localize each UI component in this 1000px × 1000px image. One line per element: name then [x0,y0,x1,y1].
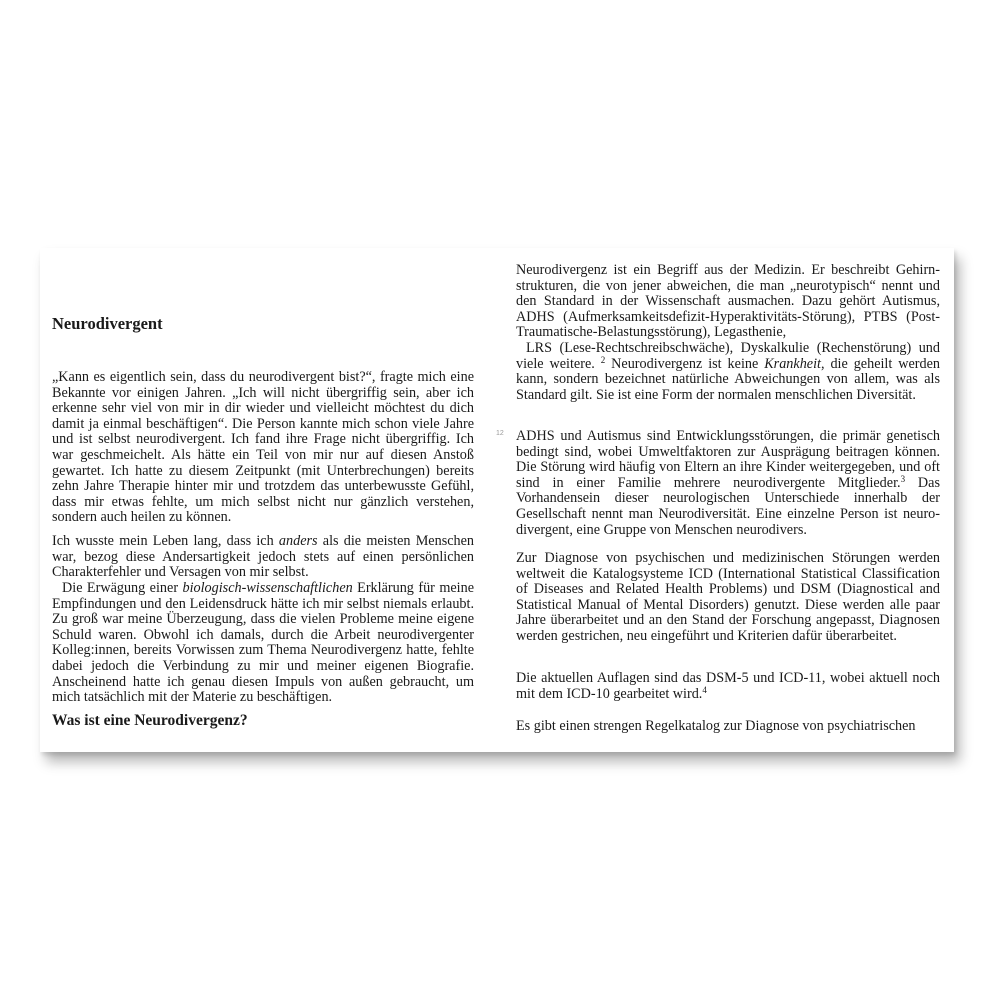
chapter-title: Neurodivergent [52,314,163,333]
paragraph-text: Die aktuellen Auflagen sind das DSM-5 und ICD-11, wobei aktuell noch mit dem ICD-10 gearbeitet wird. [516,670,940,702]
footnote-marker: 4 [702,684,707,695]
emphasis: Krankheit [764,355,821,372]
paragraph-text: als die meisten Menschen war, bezog diese Andersartigkeit jedoch stets auf einen persönlichen Charakterfehler und Versagen von mir selbst. [52,533,475,581]
paragraph [516,551,940,645]
paragraph [52,370,474,526]
book-spread [40,248,954,752]
paragraph-text: „Kann es eigentlich sein, dass du neurodivergent bist?“, fragte mich eine Bekannte vor einigen Jahren. „Ich will nicht übergriffig sein, aber ich erkenne sehr viel von mir in dir wieder und vielleicht möchtest du dich damit ja einmal beschäftigen“. Die Person kannte mich schon viele Jahre und ist selbst neurodivergent. Ich fand ihre Frage nicht übergriffig. Ich war geschmeichelt. Als hätte ein Teil von mir nur auf diesen Anstoß gewartet. Ich hatte zu diesem Zeitpunkt (mit Unterbrechungen) bereits zehn Jahre Therapie hinter mir und trotzdem das unterbewusste Gefühl, dass mir etwas fehlte, um mich selbst nicht nur gänzlich verstehen, sondern auch heilen zu können. [52,369,474,526]
paragraph-text: Das Vorhandensein dieser neurologischen Unterschiede innerhalb der Gesellschaft nennt man Neurodiversität. Eine einzelne Person ist neurodivergent, eine Gruppe von Menschen neurodivers. [516,474,940,538]
paragraph [516,429,940,538]
paragraph-text: Ich wusste mein Leben lang, dass ich [52,533,279,549]
footnote-marker: 2 [600,354,606,365]
right-page [516,248,940,752]
paragraph-text: Die Erwägung einer [62,580,183,596]
paragraph-text: ADHS und Autismus sind Entwicklungsstörungen, die primär genetisch bedingt sind, wobei Umweltfaktoren zur Ausprägung beitragen können. Die Störung wird häufig von Eltern an ihre Kinder weitergegeben, und oft sind in einer Familie mehrere neurodivergente Mitglieder. [516,428,940,491]
page-number: 12 [496,430,504,437]
footnote-marker: 3 [900,473,906,484]
emphasis: biologisch-wissenschaftlichen [182,580,353,596]
paragraph-text: Neurodivergenz ist ein Begriff aus der Medizin. Er beschreibt Gehirnstrukturen, die von jener abweichen, die man „neurotypisch“ nennt und den Standard in der Wissenschaft ausmachen. Dazu gehört Autismus, ADHS (Aufmerksamkeitsdefizit-Hyperaktivitäts-Störung), PTBS (Post-Traumatische-Belastungsstörung), Legasthenie, [516,262,940,341]
paragraph-text: Zur Diagnose von psychischen und medizinischen Störungen werden weltweit die Katalogsysteme ICD (International Statistical Classification of Diseases and Related Health Problems) und DSM (Diagnostical and Statistical Manual of Mental Disorders) genutzt. Diese werden alle paar Jahre überarbeitet und an den Stand der Forschung angepasst, Diagnosen werden gestrichen, neu eingeführt und Kriterien dafür überarbeitet. [516,550,940,644]
paragraph [52,581,474,706]
paragraph [52,534,474,581]
paragraph-text: , die geheilt werden kann, sondern bezeichnet natürliche Abweichungen von allem, was als Standard gilt. Sie ist eine Form der normalen menschlichen Diversität. [516,355,940,403]
paragraph-text: LRS (Lese-Rechtschreibschwäche), Dyskalkulie (Rechenstörung) und viele weitere. [516,340,940,372]
paragraph [516,671,940,702]
paragraph [516,719,940,735]
paragraph [516,263,940,341]
paragraph-text: Neurodivergenz ist keine [605,355,765,372]
section-heading: Was ist eine Neurodivergenz? [52,712,248,729]
paragraph [516,341,940,403]
emphasis: anders [278,533,318,549]
paragraph-text: Erklärung für meine Empfindungen und den Leidensdruck hätte ich mir selbst niemals erlaubt. Zu groß war meine Überzeugung, dass die vielen Probleme meine eigene Schuld waren. Obwohl ich damals, durch die Arbeit neurodivergenter Kolleg:innen, bereits Vorwissen zum Thema Neurodivergenz hatte, fehlte dabei jedoch die Verbindung zu mir und meiner eigenen Biografie. Anscheinend hatte ich genau diesen Impuls von außen gebraucht, um mich tatsächlich mit der Materie zu beschäftigen. [52,580,474,706]
left-page [52,248,474,752]
paragraph-text: Es gibt einen strengen Regelkatalog zur Diagnose von psychiatrischen [516,718,916,734]
